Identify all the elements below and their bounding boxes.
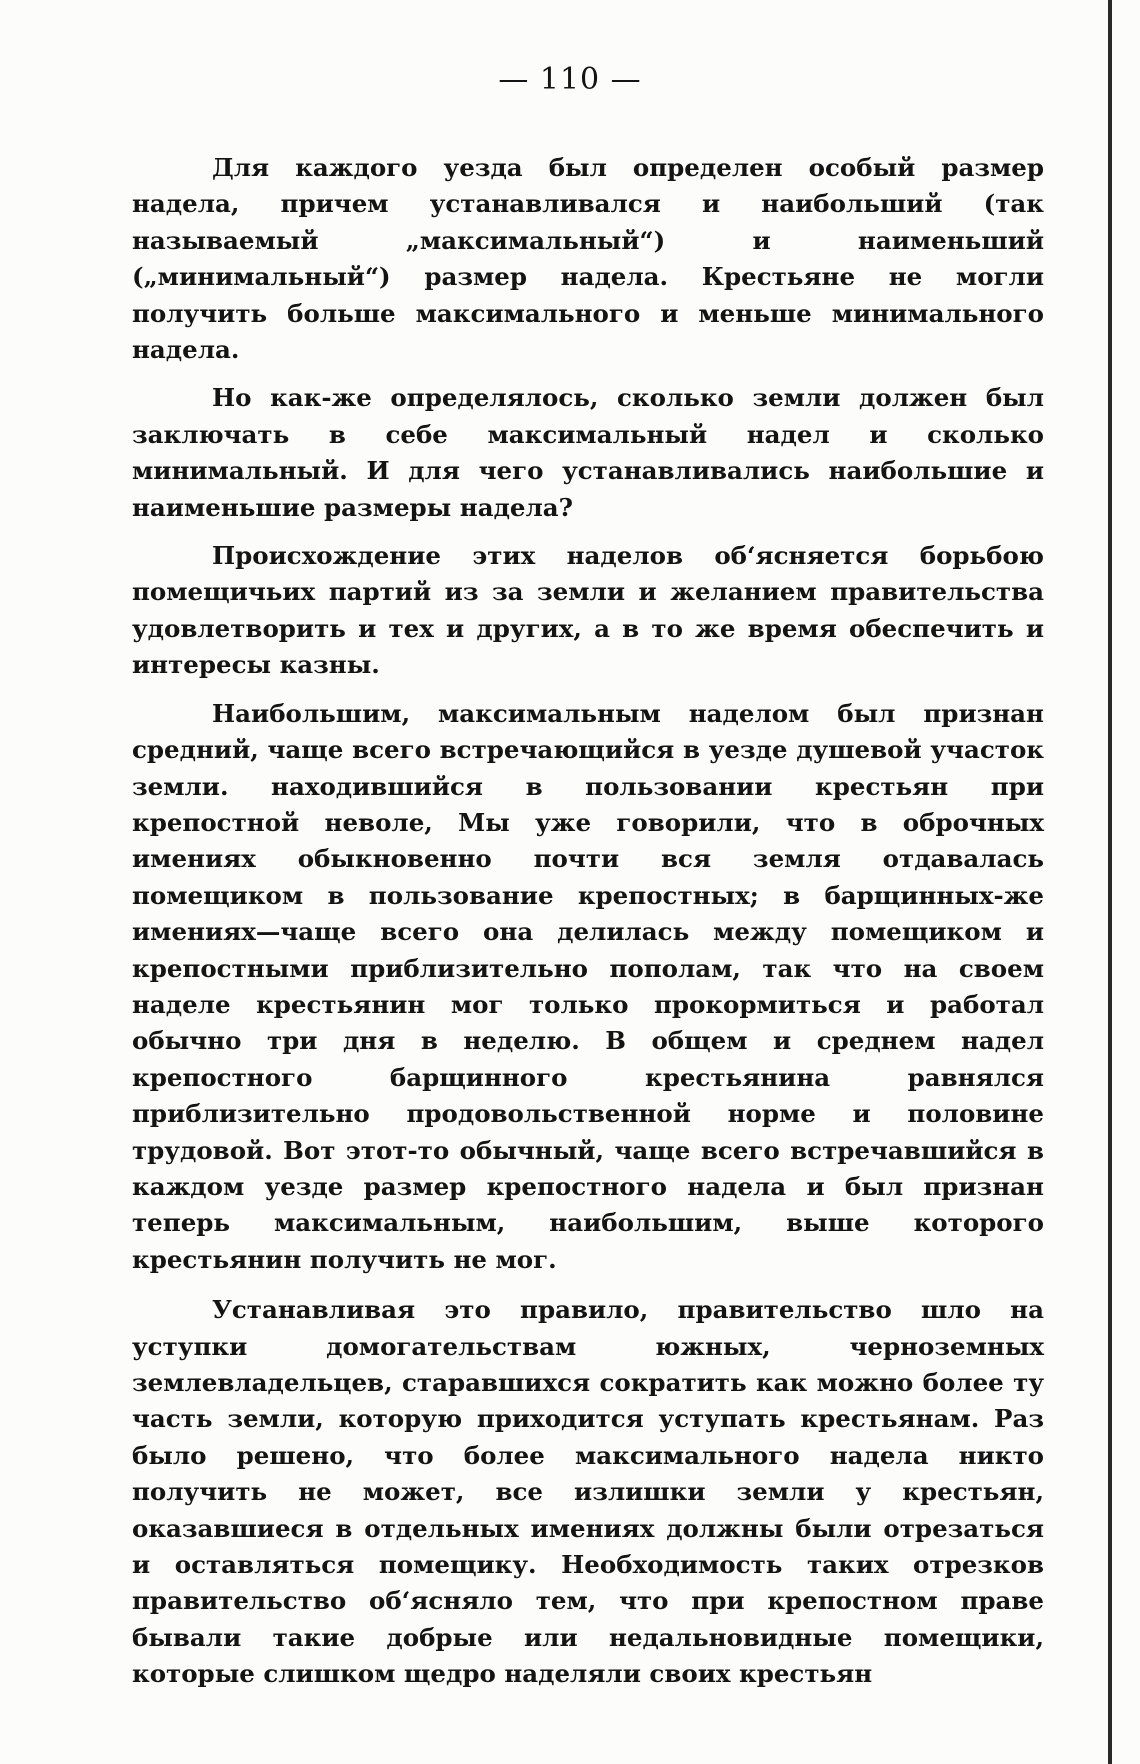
paragraph-2: Но как-же определялось, сколько земли должен был заключать в себе максимальный надел и сколько минимальный. И для чего устанавливались наибольшие и наименьшие размеры надела? (132, 383, 1044, 522)
body-text (132, 150, 1044, 1705)
paragraph-4: Наибольшим, максимальным наделом был признан средний, чаще всего встречающийся в уезде душевой участок земли. находившийся в пользовании крестьян при крепостной неволе, Мы уже говорили, что в оброчных имениях обыкновенно почти вся земля отдавалась помещиком в пользование крепостных; в барщинных-же имениях—чаще всего она делилась между помещиком и крепостными приблизительно пополам, так что на своем наделе крестьянин мог только прокормиться и работал обычно три дня в неделю. В общем и среднем надел крепостного барщинного крестьянина равнялся приблизительно продовольственной норме и половине трудовой. Вот этот-то обычный, чаще всего встречавшийся в каждом уезде размер крепостного надела и был признан теперь максимальным, наибольшим, выше которого крестьянин получить не мог. (132, 698, 1044, 1274)
paragraph-3: Происхождение этих наделов об‘ясняется борьбою помещичьих партий из за земли и желанием правительства удовлетворить и тех и других, а в то же время обеспечить и интересы казны. (132, 541, 1044, 680)
page-edge-line (1108, 0, 1112, 1764)
page-number-header: — 110 — (498, 62, 642, 97)
paragraph-5: Устанавливая это правило, правительство шло на уступки домогательствам южных, черноземных землевладельцев, старавшихся сократить как можно более ту часть земли, которую приходится уступать крестьянам. Раз было решено, что более максимального надела никто получить не может, все излишки земли у крестьян, оказавшиеся в отдельных имениях должны были отрезаться и оставляться помещику. Необходимость таких отрезков правительство об‘ясняло тем, что при крепостном праве бывали такие добрые или недальновидные помещики, которые слишком щедро наделяли своих крестьян (132, 1295, 1044, 1689)
paragraph-1: Для каждого уезда был определен особый размер надела, причем устанавливался и наибольший (так называемый „максимальный“) и наименьший („минимальный“) размер надела. Крестьяне не могли получить больше максимального и меньше минимального надела. (132, 153, 1044, 365)
